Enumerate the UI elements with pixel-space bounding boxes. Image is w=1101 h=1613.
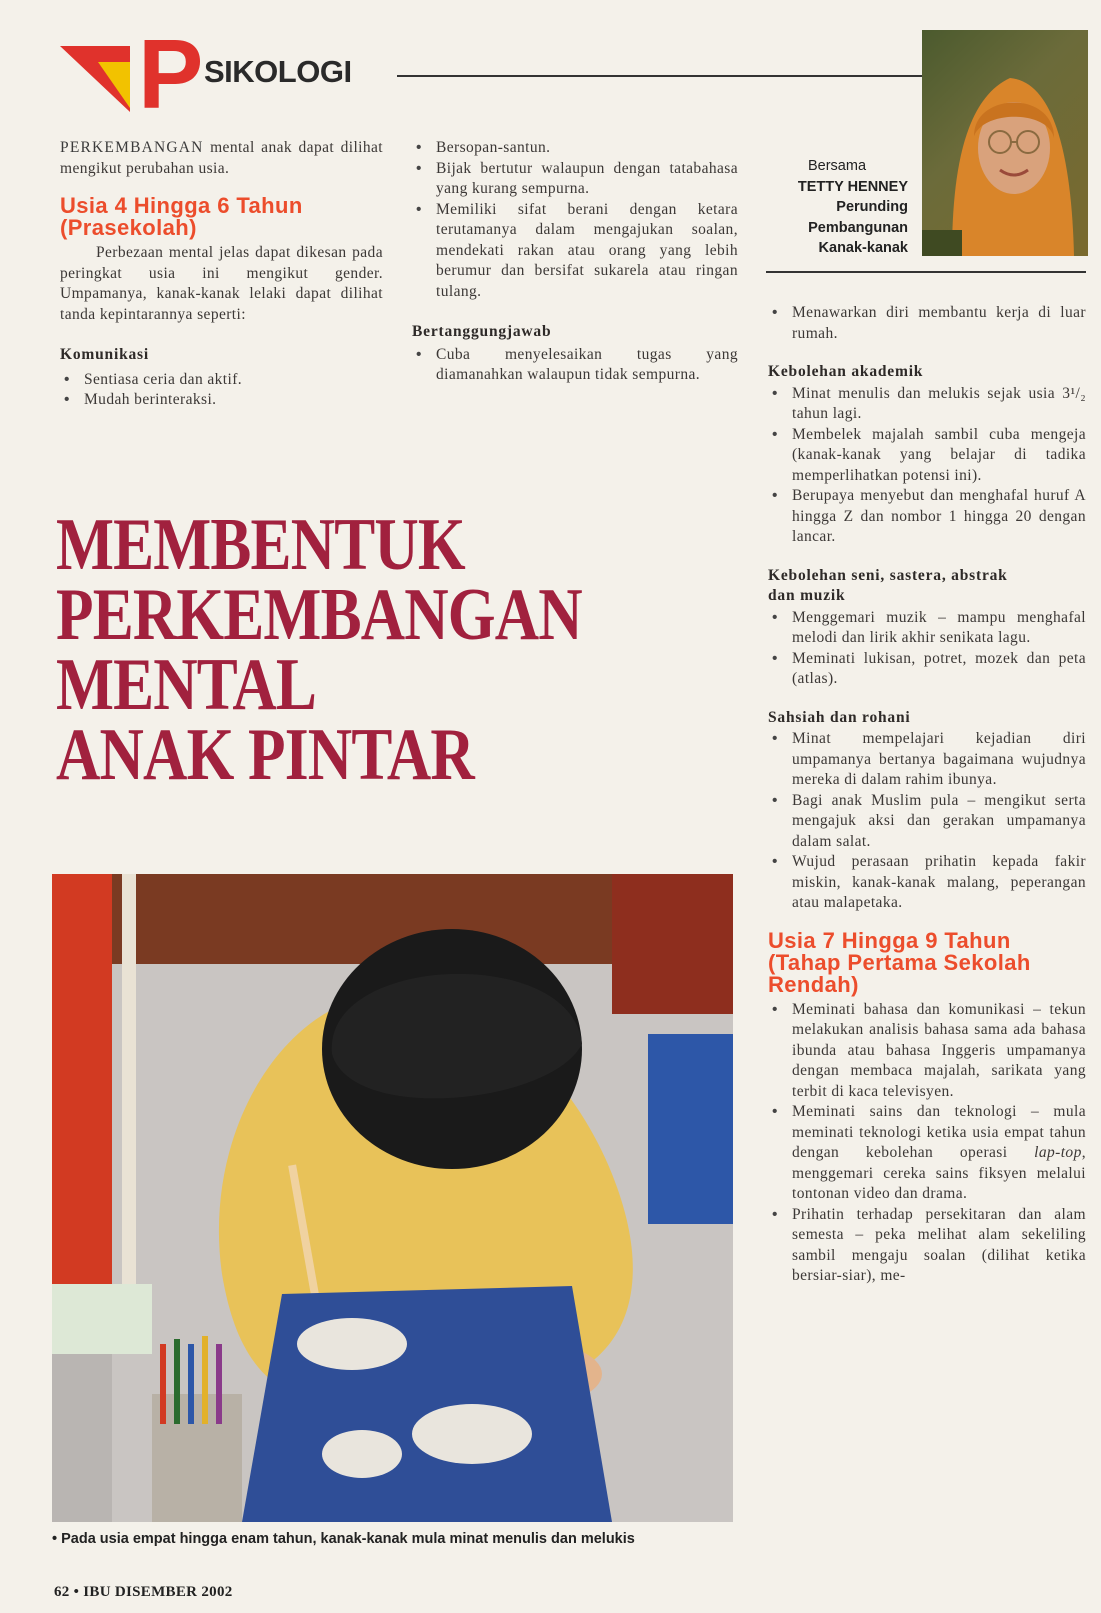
header-rule xyxy=(397,75,922,77)
headline-line-3: MENTAL xyxy=(56,644,317,726)
byline-role-1: Perunding xyxy=(836,199,908,215)
section-1-heading-line-1: Usia 4 Hingga 6 Tahun xyxy=(60,193,303,218)
photo-caption: • Pada usia empat hingga enam tahun, kanak-kanak mula minat menulis dan melukis xyxy=(52,1531,635,1547)
column-2 xyxy=(412,138,738,386)
section-logo xyxy=(58,19,408,129)
seni-title-line-2: dan muzik xyxy=(768,587,846,604)
komunikasi-list xyxy=(60,370,383,411)
column-3 xyxy=(768,303,1086,1287)
tahap-2-laptop-term: lap-top xyxy=(1034,1144,1082,1161)
byline-role-3: Kanak-kanak xyxy=(818,240,908,256)
byline-role-2: Pembangunan xyxy=(808,219,908,236)
page-footer: 62 • IBU DISEMBER 2002 xyxy=(54,1584,233,1600)
sahsiah-list xyxy=(768,729,1086,914)
main-photo xyxy=(52,874,733,1522)
tahap-2-text-c: , menggemari cereka sains fiksyen melalui tontonan video dan drama. xyxy=(792,1144,1086,1202)
logo-triangle-icon xyxy=(58,42,134,114)
logo-p-letter: P xyxy=(138,19,204,129)
list-item: • Mudah berinteraksi. xyxy=(60,390,383,411)
list-item: • Minat mempelajari kejadian diri umpamanya bertanya bagaimana wujudnya mereka di dalam rahim ibunya. xyxy=(768,729,1086,791)
section-1-heading-line-2: (Prasekolah) xyxy=(60,215,197,240)
section-1-paragraph: Perbezaan mental jelas dapat dikesan pada peringkat usia ini mengikut gender. Umpamanya, kanak-kanak lelaki dapat dilihat tanda kepintarannya seperti: xyxy=(60,244,383,323)
seni-title-line-1: Kebolehan seni, sastera, abstrak xyxy=(768,566,1008,584)
logo-word: SIKOLOGI xyxy=(204,54,352,89)
intro-paragraph xyxy=(60,138,383,179)
list-item: • Menawarkan diri membantu kerja di luar rumah. xyxy=(768,303,1086,344)
intro-lead: PERKEMBANGAN xyxy=(60,139,204,156)
list-item: • Minat menulis dan melukis sejak usia 3¹/₂ tahun lagi. xyxy=(768,384,1086,425)
headline-line-1: MEMBENTUK xyxy=(56,504,465,586)
section-2-heading-line-2: (Tahap Pertama Sekolah xyxy=(768,949,1031,975)
section-1-heading xyxy=(60,195,383,239)
list-item: • Bersopan-santun. xyxy=(412,138,738,159)
list-item: • Bagi anak Muslim pula – mengikut serta mengajuk aksi dan gerakan umpamanya dalam salat. xyxy=(768,791,1086,853)
list-item xyxy=(768,1102,1086,1205)
byline xyxy=(752,156,908,259)
column-2-list xyxy=(412,138,738,302)
seni-list xyxy=(768,608,1086,690)
column-3-top-list xyxy=(768,303,1086,344)
akademik-list xyxy=(768,384,1086,548)
list-item: • Prihatin terhadap persekitaran dan alam semesta – peka melihat alam sekeliling sambil mengaju soalan (dilihat ketika bersiar-siar), me- xyxy=(768,1205,1086,1287)
bertanggungjawab-title: Bertanggungjawab xyxy=(412,323,552,340)
bertanggungjawab-list xyxy=(412,345,738,386)
list-item: • Sentiasa ceria dan aktif. xyxy=(60,370,383,391)
section-2-heading-line-1: Usia 7 Hingga 9 Tahun xyxy=(768,927,1011,953)
sahsiah-title: Sahsiah dan rohani xyxy=(768,708,911,726)
byline-prefix: Bersama xyxy=(807,158,867,174)
headline-line-2: PERKEMBANGAN xyxy=(56,574,582,656)
akademik-title: Kebolehan akademik xyxy=(768,363,924,380)
list-item: • Menggemari muzik – mampu menghafal melodi dan lirik akhir senikata lagu. xyxy=(768,608,1086,649)
list-item: • Cuba menyelesaikan tugas yang diamanahkan walaupun tidak sempurna. xyxy=(412,345,738,386)
tahap-2-text-a: Meminati sains dan teknologi – mula meminati teknologi ketika usia empat tahun dengan kebolehan operasi xyxy=(792,1103,1086,1161)
author-portrait-icon xyxy=(922,30,1088,256)
list-item: • Membelek majalah sambil cuba mengeja (kanak-kanak yang belajar di tadika memperlihatkan potensi ini). xyxy=(768,425,1086,487)
article-headline xyxy=(56,504,689,796)
child-drawing-photo-icon xyxy=(52,874,733,1522)
tahap-list xyxy=(768,1000,1086,1287)
list-item: • Berupaya menyebut dan menghafal huruf A hingga Z dan nombor 1 hingga 20 dengan lancar. xyxy=(768,486,1086,548)
list-item: • Meminati lukisan, potret, mozek dan peta (atlas). xyxy=(768,649,1086,690)
intro-rest: mental anak dapat dilihat mengikut perubahan usia. xyxy=(60,139,383,177)
author-photo xyxy=(922,30,1088,256)
section-2-heading-line-3: Rendah) xyxy=(768,971,859,997)
seni-title xyxy=(768,566,1086,607)
list-item: • Wujud perasaan prihatin kepada fakir miskin, kanak-kanak malang, peperangan atau malapetaka. xyxy=(768,852,1086,914)
column-1 xyxy=(60,138,383,411)
headline-line-4: ANAK PINTAR xyxy=(56,714,474,796)
list-item: • Bijak bertutur walaupun dengan tatabahasa yang kurang sempurna. xyxy=(412,159,738,200)
list-item: • Meminati bahasa dan komunikasi – tekun melakukan analisis bahasa sama ada bahasa ibunda atau bahasa Inggeris umpamanya dengan membaca majalah, sarikata yang terbit di kaca televisyen. xyxy=(768,1000,1086,1103)
list-item: • Memiliki sifat berani dengan ketara terutamanya dalam mengajukan soalan, mendekati rakan atau orang yang lebih berumur dan bersifat sukarela atau ringan tulang. xyxy=(412,200,738,303)
byline-rule xyxy=(766,271,1086,273)
section-2-heading xyxy=(768,927,1086,997)
byline-name: TETTY HENNEY xyxy=(797,178,908,195)
komunikasi-title: Komunikasi xyxy=(60,346,149,363)
